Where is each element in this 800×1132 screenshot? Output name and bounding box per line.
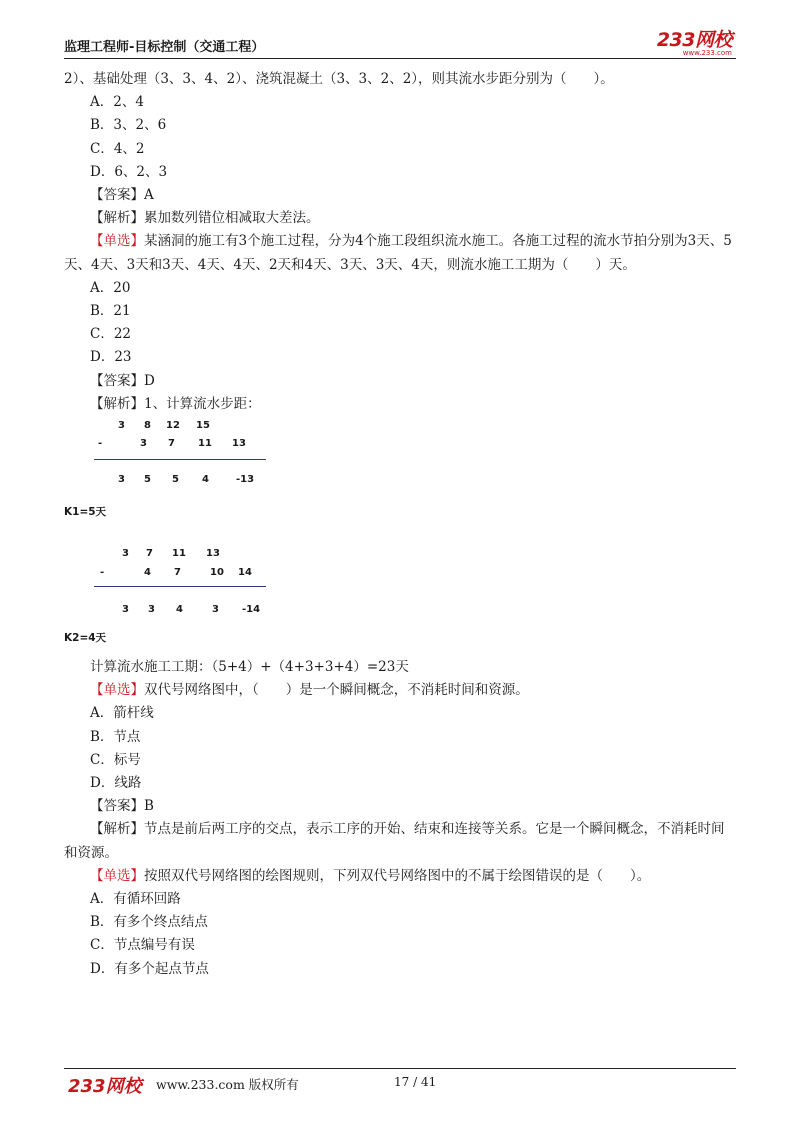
analysis-label: 【解析】 xyxy=(90,821,144,838)
q2-option-a: A．20 xyxy=(90,279,131,296)
answer-value: B xyxy=(144,798,154,815)
page-footer xyxy=(64,1072,736,1096)
answer-value: A xyxy=(144,187,154,204)
logo-text: 233网校 xyxy=(656,29,732,51)
calc1-row2-value: 11 xyxy=(198,438,212,450)
calc2-diff-value: 3 xyxy=(212,604,219,616)
calc1-row1-value: 12 xyxy=(166,420,180,432)
calc2-diff-value: 3 xyxy=(148,604,155,616)
step-calculation-2 xyxy=(64,542,736,624)
page-content xyxy=(64,68,736,981)
q2-conclusion: 计算流水施工工期：（5+4）+（4+3+3+4）=23天 xyxy=(90,659,409,676)
q1-stem: 2）、基础处理（3、3、4、2）、浇筑混凝土（3、3、2、2），则其流水步距分别为（ ）。 xyxy=(64,71,614,87)
k2-result: K2=4天 xyxy=(64,632,107,645)
analysis-label: 【解析】 xyxy=(90,210,144,227)
analysis-text: 1、计算流水步距： xyxy=(144,395,261,412)
subtraction-rule xyxy=(94,586,266,587)
header-divider xyxy=(64,58,736,59)
calc1-diff-value: 4 xyxy=(202,474,209,486)
q3-answer xyxy=(64,795,736,818)
calc2-row2-value: 4 xyxy=(144,567,151,579)
q1-analysis xyxy=(64,207,736,230)
page-header xyxy=(64,30,736,58)
q2-analysis xyxy=(64,393,736,416)
q3-stem xyxy=(64,679,736,702)
calc2-diff-value: 3 xyxy=(122,604,129,616)
calc1-row2-value: 13 xyxy=(232,438,246,450)
question-type-tag: 【单选】 xyxy=(90,233,144,250)
document-title: 监理工程师-目标控制（交通工程） xyxy=(64,40,265,55)
q3-analysis xyxy=(64,818,736,864)
calc2-diff-value: -14 xyxy=(242,604,261,616)
q4-option-b: B．有多个终点结点 xyxy=(90,914,208,931)
q2-stem xyxy=(64,230,736,276)
page-number: 17 / 41 xyxy=(394,1075,437,1089)
calc2-row2-value: 7 xyxy=(174,567,181,579)
q2-answer xyxy=(64,370,736,393)
minus-sign: - xyxy=(100,567,105,579)
q1-option-a: A．2、4 xyxy=(90,94,144,111)
calc1-diff-value: -13 xyxy=(236,474,255,486)
q2-stem-text: 某涵洞的施工有3个施工过程，分为4个施工段组织流水施工。各施工过程的流水节拍分别为3天、5天、4天、3天和3天、4天、4天、2天和4天、3天、3天、4天，则流水施工工期为（ ）天。 xyxy=(64,233,732,273)
q4-option-c: C．节点编号有误 xyxy=(90,937,195,954)
calc1-row2-value: 7 xyxy=(168,438,175,450)
analysis-label: 【解析】 xyxy=(90,395,144,412)
q3-stem-text: 双代号网络图中，（ ）是一个瞬间概念，不消耗时间和资源。 xyxy=(144,682,529,699)
answer-label: 【答案】 xyxy=(90,187,144,204)
q3-option-a: A．箭杆线 xyxy=(90,705,154,722)
analysis-text: 累加数列错位相减取大差法。 xyxy=(144,210,320,227)
q2-option-d: D．23 xyxy=(90,349,132,366)
q4-option-d: D．有多个起点节点 xyxy=(90,960,209,977)
calc1-row1-value: 15 xyxy=(196,420,210,432)
q3-option-b: B．节点 xyxy=(90,728,141,745)
calc1-diff-value: 5 xyxy=(172,474,179,486)
q1-answer xyxy=(64,184,736,207)
minus-sign: - xyxy=(98,438,103,450)
calc2-row1-value: 13 xyxy=(206,548,220,560)
subtraction-rule xyxy=(94,459,266,460)
q2-option-c: C．22 xyxy=(90,326,132,343)
q4-stem xyxy=(64,865,736,888)
calc2-row2-value: 10 xyxy=(210,567,224,579)
question-type-tag: 【单选】 xyxy=(90,682,144,699)
q3-option-d: D．线路 xyxy=(90,775,142,792)
k1-result: K1=5天 xyxy=(64,506,107,519)
answer-label: 【答案】 xyxy=(90,798,144,815)
calc2-row1-value: 3 xyxy=(122,548,129,560)
q2-option-b: B．21 xyxy=(90,303,131,320)
q1-option-d: D．6、2、3 xyxy=(90,163,168,180)
calc2-row1-value: 7 xyxy=(146,548,153,560)
calc1-diff-value: 3 xyxy=(118,474,125,486)
q4-option-a: A．有循环回路 xyxy=(90,891,181,908)
calc2-row2-value: 14 xyxy=(238,567,252,579)
brand-logo xyxy=(657,30,732,57)
answer-value: D xyxy=(144,372,155,389)
calc2-diff-value: 4 xyxy=(176,604,183,616)
calc2-row1-value: 11 xyxy=(172,548,186,560)
logo-url: www.233.com xyxy=(682,49,732,57)
q3-option-c: C．标号 xyxy=(90,751,141,768)
q1-option-b: B．3、2、6 xyxy=(90,117,167,134)
copyright-text: www.233.com 版权所有 xyxy=(156,1077,299,1092)
footer-logo: 233网校 xyxy=(68,1076,142,1097)
step-calculation-1 xyxy=(64,416,736,498)
q1-option-c: C．4、2 xyxy=(90,140,145,157)
analysis-text: 节点是前后两工序的交点，表示工序的开始、结束和连接等关系。它是一个瞬间概念，不消耗时间和资源。 xyxy=(64,821,725,861)
calc1-row1-value: 3 xyxy=(118,420,125,432)
answer-label: 【答案】 xyxy=(90,372,144,389)
q4-stem-text: 按照双代号网络图的绘图规则，下列双代号网络图中的不属于绘图错误的是（ ）。 xyxy=(144,867,651,884)
question-type-tag: 【单选】 xyxy=(90,867,144,884)
calc1-diff-value: 5 xyxy=(144,474,151,486)
footer-divider xyxy=(64,1068,736,1069)
calc1-row1-value: 8 xyxy=(144,420,151,432)
calc1-row2-value: 3 xyxy=(140,438,147,450)
